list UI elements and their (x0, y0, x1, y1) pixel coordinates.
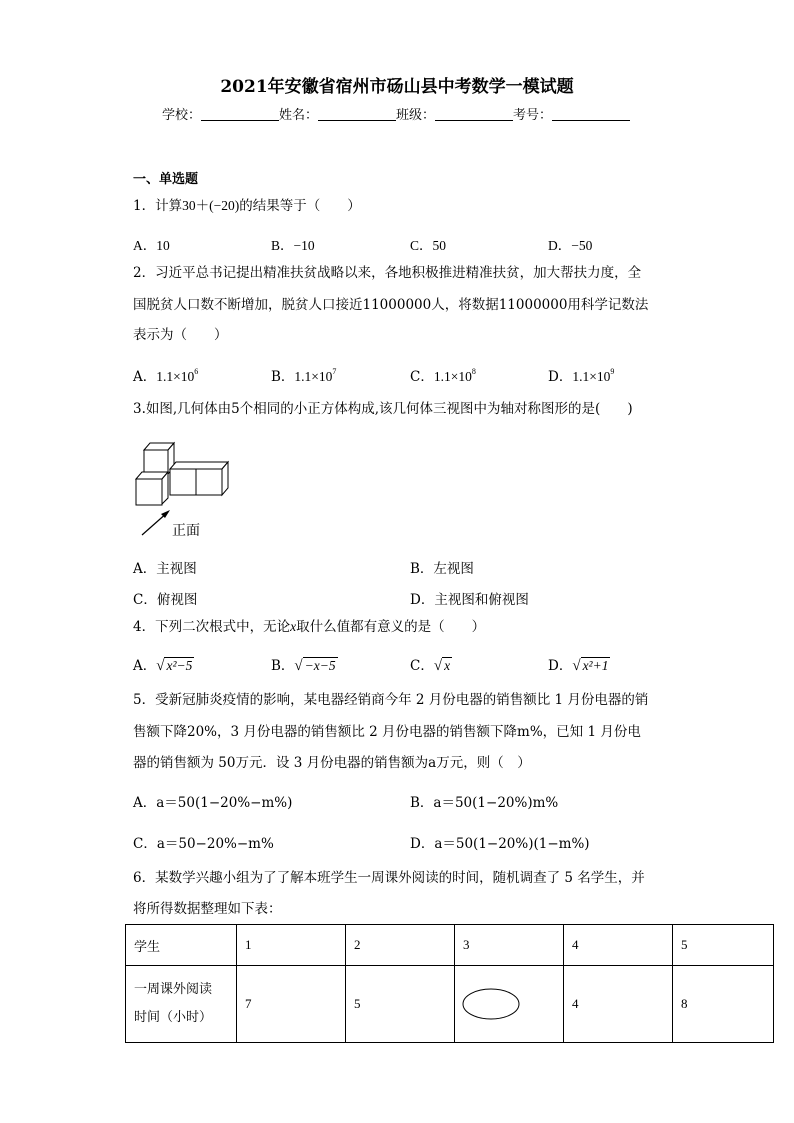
q2-option-d-exp: 9 (610, 367, 615, 376)
q1-expression: 30＋(−20) (182, 198, 240, 213)
q2-option-c-base: 1.1×10 (433, 369, 472, 384)
page-title: 2021年安徽省宿州市砀山县中考数学一模试题 (220, 77, 574, 97)
q4-option-b-label: B． (271, 658, 295, 674)
q2-option-b-exp: 7 (332, 367, 337, 376)
q2-option-a-label: A． (133, 369, 157, 385)
cube-top-front (144, 450, 168, 474)
q2-option-c-exp: 8 (471, 367, 476, 376)
q4-option-d[interactable] (548, 654, 610, 675)
table-cell: 5 (346, 966, 455, 1043)
q2-option-a-exp: 6 (194, 367, 199, 376)
q2-option-d-base: 1.1×10 (572, 369, 611, 384)
radical-icon: √ (156, 658, 165, 674)
q2-option-c[interactable] (410, 365, 476, 385)
cube-front (136, 479, 162, 505)
exam-no-blank[interactable] (552, 108, 630, 121)
q1-option-b[interactable]: B．−10 (271, 238, 315, 253)
table-cell: 4 (564, 966, 673, 1043)
ink-blot-ellipse (461, 987, 523, 1021)
q5-option-b[interactable]: B．a＝50(1−20%)m% (410, 795, 559, 811)
q5-line-1: 5．受新冠肺炎疫情的影响，某电器经销商今年 2 月份电器的销售额比 1 月份电器的销 (133, 692, 649, 708)
q2-option-b-label: B． (271, 369, 295, 385)
q2-option-b-base: 1.1×10 (294, 369, 333, 384)
exam-no-label: 考号： (513, 108, 553, 123)
q4-option-a-sqrt (156, 658, 194, 675)
q5-option-a[interactable]: A．a＝50(1−20%−m%) (133, 795, 293, 811)
q4-option-c-radicand: x (444, 658, 451, 673)
cube-right (196, 469, 222, 495)
q2-option-a[interactable] (133, 365, 198, 385)
q2-option-b[interactable] (271, 365, 336, 385)
q4-option-c-label: C． (410, 658, 434, 674)
q4-option-d-sqrt (572, 658, 610, 675)
section-heading: 一、单选题 (133, 172, 199, 187)
table-cell: 2 (346, 925, 455, 966)
q5-line-2: 售额下降20%，3 月份电器的销售额比 2 月份电器的销售额下降m%，已知 1 月份电 (133, 724, 641, 740)
q1-suffix: 的结果等于（ ） (239, 198, 361, 214)
question-4 (133, 619, 485, 635)
q1-option-a[interactable]: A．10 (133, 238, 170, 253)
table-cell: 4 (564, 925, 673, 966)
q2-line-2: 国脱贫人口数不断增加，脱贫人口接近11000000人，将数据11000000用科学记数法 (133, 297, 649, 313)
table-cell: 7 (237, 966, 346, 1043)
school-label: 学校： (162, 108, 202, 123)
row-label-line-1: 一周课外阅读 (134, 982, 213, 997)
q2-option-d-label: D． (548, 369, 573, 385)
q3-option-b[interactable]: B．左视图 (410, 561, 474, 577)
q3-option-a[interactable]: A．主视图 (133, 561, 197, 577)
class-blank[interactable] (435, 108, 513, 121)
q5-line-3: 器的销售额为 50万元．设 3 月份电器的销售额为a万元，则（ ） (133, 755, 531, 771)
table-cell: 5 (673, 925, 774, 966)
table-cell: 学生 (126, 925, 237, 966)
q4-suffix: 取什么值都有意义的是（ ） (296, 619, 486, 635)
q4-option-a-radicand: x²−5 (166, 658, 193, 673)
q4-option-d-radicand: x²+1 (582, 658, 609, 673)
q4-prefix: 4．下列二次根式中，无论 (133, 619, 291, 635)
school-blank[interactable] (201, 108, 279, 121)
radical-icon: √ (572, 658, 581, 674)
q2-line-3: 表示为（ ） (133, 327, 228, 343)
student-info-line (162, 104, 630, 123)
reading-time-table (125, 924, 774, 1043)
name-label: 姓名： (279, 108, 319, 123)
table-row (126, 925, 774, 966)
q3-option-c[interactable]: C．俯视图 (133, 592, 198, 608)
q2-option-a-base: 1.1×10 (156, 369, 195, 384)
q5-option-d[interactable]: D．a＝50(1−20%)(1−m%) (410, 836, 590, 852)
q6-line-1: 6．某数学兴趣小组为了了解本班学生一周课外阅读的时间，随机调查了 5 名学生，并 (133, 870, 645, 886)
radical-icon: √ (433, 658, 443, 674)
class-label: 班级： (396, 108, 436, 123)
cube-right-top (170, 462, 228, 469)
q4-option-b-sqrt (294, 658, 337, 675)
q3-line-1: 3.如图,几何体由5个相同的小正方体构成,该几何体三视图中为轴对称图形的是( ) (133, 401, 633, 417)
table-cell: 1 (237, 925, 346, 966)
table-cell: 3 (455, 925, 564, 966)
q4-option-c-sqrt (434, 658, 452, 675)
name-blank[interactable] (318, 108, 396, 121)
q4-option-b-radicand: −x−5 (304, 658, 336, 673)
q1-option-c[interactable]: C．50 (410, 238, 447, 253)
row-label-line-2: 时间（小时） (134, 1010, 213, 1025)
figure-label-front: 正面 (172, 523, 200, 539)
table-cell (455, 966, 564, 1043)
q3-option-d[interactable]: D．主视图和俯视图 (410, 592, 529, 608)
q4-option-d-label: D． (548, 658, 573, 674)
q1-prefix: 1．计算 (133, 198, 183, 214)
q4-option-a-label: A． (133, 658, 157, 674)
q2-option-c-label: C． (410, 369, 434, 385)
q2-option-d[interactable] (548, 365, 614, 385)
q4-option-a[interactable] (133, 654, 194, 675)
q5-option-c[interactable]: C．a＝50−20%−m% (133, 836, 274, 852)
table-cell: 8 (673, 966, 774, 1043)
table-row (126, 966, 774, 1043)
cube-mid (170, 469, 196, 495)
q4-var: x (290, 619, 297, 634)
q6-line-2: 将所得数据整理如下表： (133, 901, 282, 917)
question-1 (133, 198, 361, 214)
q4-option-b[interactable] (271, 654, 338, 675)
radical-icon: √ (294, 658, 303, 674)
q1-option-d[interactable]: D．−50 (548, 238, 593, 253)
q4-option-c[interactable] (410, 654, 452, 675)
table-cell (126, 966, 237, 1043)
q2-line-1: 2．习近平总书记提出精准扶贫战略以来，各地积极推进精准扶贫，加大帮扶力度，全 (133, 265, 642, 281)
